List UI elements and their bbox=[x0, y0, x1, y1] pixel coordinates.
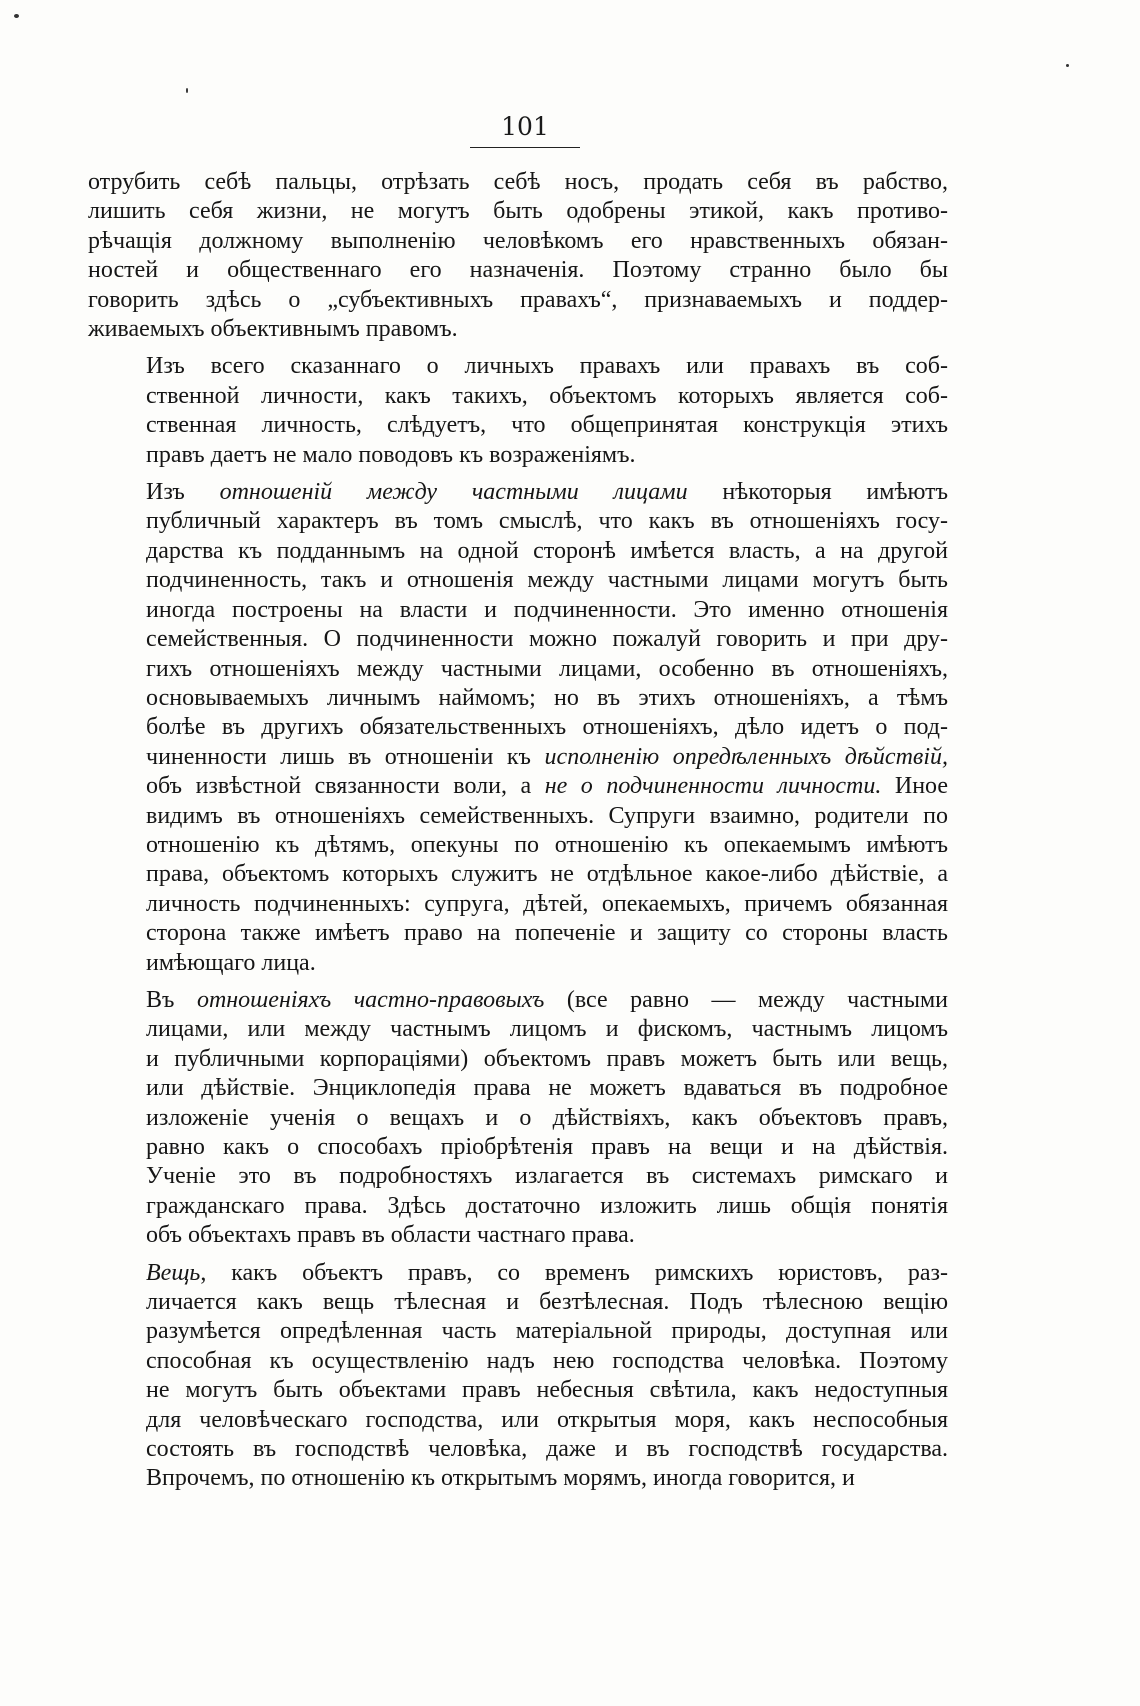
italic-phrase: Вещь bbox=[146, 1259, 201, 1286]
text-line bbox=[88, 890, 948, 919]
text-line bbox=[88, 197, 948, 226]
text-run: ностей и общественнаго его назначенія. Поэтому странно было бы bbox=[88, 257, 948, 284]
text-line bbox=[88, 1317, 948, 1346]
text-line bbox=[88, 566, 948, 595]
text-line bbox=[88, 1045, 948, 1074]
text-run: личается какъ вещь тѣлесная и безтѣлесная. Подъ тѣлесною вещію bbox=[146, 1289, 948, 1316]
text-line bbox=[88, 441, 948, 470]
text-line bbox=[88, 949, 948, 978]
text-run: живаемыхъ объективнымъ правомъ. bbox=[88, 316, 458, 343]
text-run: нѣкоторыя имѣютъ bbox=[687, 479, 948, 506]
text-run: и публичными корпораціями) объектомъ правъ можетъ быть или вещь, bbox=[146, 1045, 948, 1072]
text-run: отрубить себѣ пальцы, отрѣзать себѣ носъ, продать себя въ рабство, bbox=[88, 169, 948, 195]
text-line bbox=[88, 1015, 948, 1044]
text-line bbox=[88, 1406, 948, 1435]
text-run: гражданскаго права. Здѣсь достаточно изложить лишь общія понятія bbox=[146, 1192, 948, 1219]
text-run: Впрочемъ, по отношенію къ открытымъ морямъ, иногда говорится, и bbox=[146, 1465, 855, 1492]
text-line bbox=[88, 1192, 948, 1221]
text-run: Ученіе это въ подробностяхъ излагается въ системахъ римскаго и bbox=[146, 1163, 948, 1190]
text-line bbox=[88, 919, 948, 948]
text-run: правъ даетъ не мало поводовъ къ возраженіямъ. bbox=[146, 441, 636, 468]
text-line bbox=[88, 713, 948, 742]
text-line bbox=[88, 227, 948, 256]
text-run: разумѣется опредѣленная часть матеріальной природы, доступная или bbox=[146, 1318, 948, 1345]
text-line bbox=[88, 802, 948, 831]
text-run: объ извѣстной связанности воли, а bbox=[146, 773, 545, 800]
text-line bbox=[88, 1464, 948, 1493]
text-line bbox=[88, 256, 948, 285]
text-run: состоять въ господствѣ человѣка, даже и въ господствѣ государства. bbox=[146, 1436, 948, 1463]
text-run: рѣчащія должному выполненію человѣкомъ его нравственныхъ обязан- bbox=[88, 227, 948, 254]
text-line bbox=[88, 743, 948, 772]
paragraph bbox=[88, 986, 948, 1251]
text-line bbox=[88, 1288, 948, 1317]
italic-phrase: отношеніяхъ частно-правовыхъ bbox=[196, 986, 545, 1013]
italic-phrase: не о подчиненности личности. bbox=[544, 773, 882, 800]
text-line bbox=[88, 1074, 948, 1103]
text-run: объ объектахъ правъ въ области частнаго права. bbox=[146, 1222, 635, 1249]
text-run: основываемыхъ личнымъ наймомъ; но въ этихъ отношеніяхъ, а тѣмъ bbox=[146, 684, 948, 711]
text-line bbox=[88, 772, 948, 801]
text-line bbox=[88, 1259, 948, 1288]
text-run: сторона также имѣетъ право на попеченіе и защиту со стороны власть bbox=[146, 920, 948, 947]
text-run: для человѣческаго господства, или открытыя моря, какъ неспособныя bbox=[146, 1406, 948, 1433]
text-run: видимъ въ отношеніяхъ семейственныхъ. Супруги взаимно, родители по bbox=[146, 802, 948, 829]
text-run: дарства къ подданнымъ на одной сторонѣ имѣется власть, а на другой bbox=[146, 537, 948, 564]
text-run: Въ bbox=[146, 986, 197, 1013]
text-run: чиненности лишь въ отношеніи къ bbox=[146, 743, 545, 770]
text-line bbox=[88, 537, 948, 566]
text-run: лишить себя жизни, не могутъ быть одобрены этикой, какъ противо- bbox=[88, 198, 948, 225]
text-line bbox=[88, 860, 948, 889]
text-run: семейственныя. О подчиненности можно пожалуй говорить и при дру- bbox=[146, 626, 948, 653]
paragraph bbox=[88, 478, 948, 978]
paragraph bbox=[88, 352, 948, 470]
text-line bbox=[88, 831, 948, 860]
text-run: изложеніе ученія о вещахъ и о дѣйствіяхъ, какъ объектовъ правъ, bbox=[146, 1104, 948, 1131]
text-line bbox=[88, 411, 948, 440]
text-line bbox=[88, 1435, 948, 1464]
text-run: способная къ осуществленію надъ нею господства человѣка. Поэтому bbox=[146, 1347, 948, 1374]
text-line bbox=[88, 596, 948, 625]
text-run: ственной личности, какъ такихъ, объектомъ которыхъ является соб- bbox=[146, 382, 948, 409]
text-line bbox=[88, 286, 948, 315]
text-run: равно какъ о способахъ пріобрѣтенія правъ на вещи и на дѣйствія. bbox=[146, 1134, 948, 1160]
scan-speck bbox=[186, 88, 188, 93]
text-run: публичный характеръ въ томъ смыслѣ, что какъ въ отношеніяхъ госу- bbox=[146, 508, 948, 535]
scan-speck bbox=[14, 14, 19, 18]
text-run: ственная личность, слѣдуетъ, что общепринятая конструкція этихъ bbox=[146, 412, 948, 439]
paragraph bbox=[88, 1259, 948, 1494]
text-line bbox=[88, 1104, 948, 1133]
text-run: права, объектомъ которыхъ служитъ не отдѣльное какое-либо дѣйствіе, а bbox=[146, 861, 948, 888]
text-line bbox=[88, 1221, 948, 1250]
text-run: подчиненность, такъ и отношенія между частными лицами могутъ быть bbox=[146, 567, 948, 594]
text-line bbox=[88, 352, 948, 381]
text-run: гихъ отношеніяхъ между частными лицами, особенно въ отношеніяхъ, bbox=[146, 655, 948, 682]
text-line bbox=[88, 1347, 948, 1376]
text-run: Изъ всего сказаннаго о личныхъ правахъ или правахъ въ соб- bbox=[146, 353, 948, 380]
text-run: лицами, или между частнымъ лицомъ и фискомъ, частнымъ лицомъ bbox=[146, 1016, 948, 1043]
text-run: Изъ bbox=[146, 479, 220, 506]
text-run: иногда построены на власти и подчиненности. Это именно отношенія bbox=[146, 596, 948, 623]
text-run: болѣе въ другихъ обязательственныхъ отношеніяхъ, дѣло идетъ о под- bbox=[146, 714, 948, 741]
text-run: или дѣйствіе. Энциклопедія права не можетъ вдаваться въ подробное bbox=[146, 1075, 948, 1102]
text-run: Иное bbox=[881, 773, 948, 800]
page-number: 101 bbox=[470, 112, 580, 148]
text-line bbox=[88, 986, 948, 1015]
text-line bbox=[88, 168, 948, 197]
italic-phrase: отношеній между частными лицами bbox=[219, 479, 688, 506]
text-line bbox=[88, 1376, 948, 1405]
text-line bbox=[88, 507, 948, 536]
text-line bbox=[88, 625, 948, 654]
text-run: (все равно — между частными bbox=[544, 986, 949, 1013]
body-text bbox=[88, 168, 948, 1502]
text-line bbox=[88, 315, 948, 344]
text-line bbox=[88, 684, 948, 713]
text-run: имѣющаго лица. bbox=[146, 949, 316, 976]
text-line bbox=[88, 655, 948, 684]
paragraph bbox=[88, 168, 948, 344]
scan-speck bbox=[1066, 64, 1069, 67]
text-run: , какъ объектъ правъ, со временъ римскихъ юристовъ, раз- bbox=[200, 1259, 948, 1286]
text-run: отношенію къ дѣтямъ, опекуны по отношенію къ опекаемымъ имѣютъ bbox=[146, 831, 948, 858]
text-run: говорить здѣсь о „субъективныхъ правахъ“, признаваемыхъ и поддер- bbox=[88, 286, 948, 313]
text-line bbox=[88, 1133, 948, 1162]
text-run: личность подчиненныхъ: супруга, дѣтей, опекаемыхъ, причемъ обязанная bbox=[146, 890, 948, 917]
text-line bbox=[88, 1162, 948, 1191]
text-run: не могутъ быть объектами правъ небесныя свѣтила, какъ недоступныя bbox=[146, 1377, 948, 1404]
text-line bbox=[88, 478, 948, 507]
text-line bbox=[88, 382, 948, 411]
italic-phrase: исполненію опредѣленныхъ дѣйствій, bbox=[544, 743, 948, 770]
